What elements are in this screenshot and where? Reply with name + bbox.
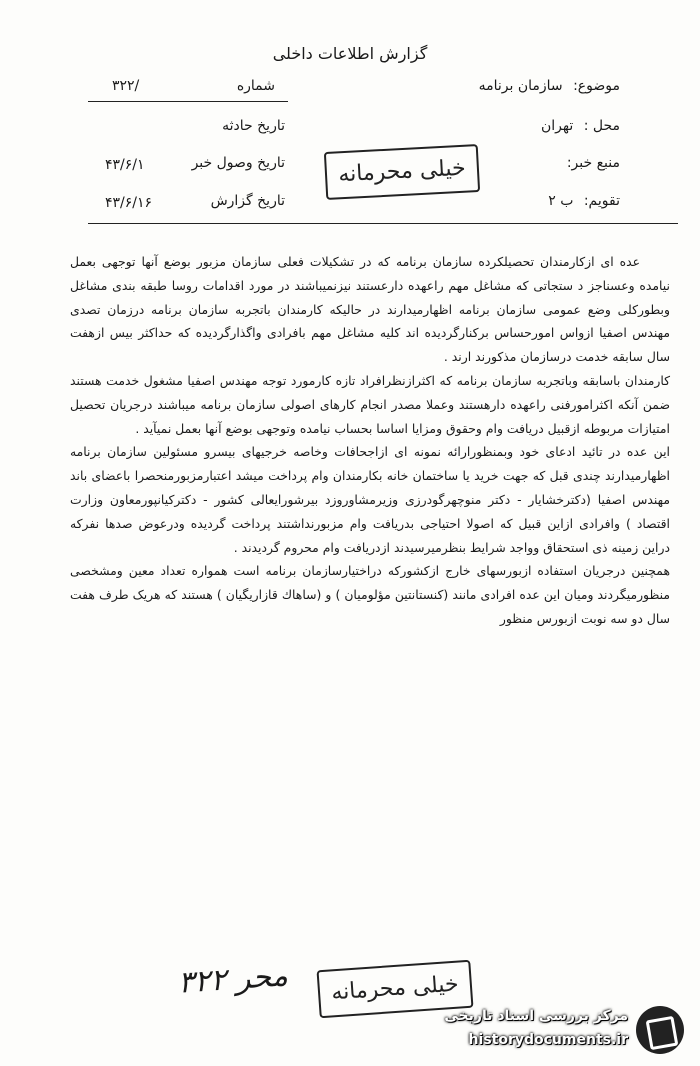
source-label: منبع خبر: (566, 155, 620, 171)
subject-row (479, 78, 620, 94)
evaluation-label: تقویم: (583, 193, 620, 209)
body-paragraph: این عده در تائید ادعای خود وبمنظورارائه نمونه ای ازاجحافات وخاصه خرجیهای بیسرو مسئولین سازمان برنامه اظهارمیدارند چندی قبل که جهت خرید یا ساختمان خانه بکارمندان وام پرداخت میشد اعتبارمزبورمنحصرا باعضای باند مهندس اصفیا (دکترخشایار - دکتر منوچهرگودرزی وزیرمشاوروزد بیرشورایعالی کشور - دکترکیانپورمعاون وزارت اقتصاد ) وافرادی ازاین قبیل که اصولا احتیاجی بدریافت وام مزبورنداشتند پرداخت گردیده ودرعوض صدها نفرکه دراین زمینه ذی استحقاق وواجد شرایط بنظرمیرسیدند ازدریافت وام محروم گردیدند . (70, 444, 670, 555)
subject-label: موضوع: (573, 78, 620, 94)
receipt-date-label: تاریخ وصول خبر (191, 155, 285, 171)
body-paragraph: کارمندان باسابقه وباتجربه سازمان برنامه که اکثرازنظرافراد تازه کارمورد توجه مهندس اصفیا مشغول خدمت هستند ضمن آنکه اکثرامورفنی راعهده دارهستند وعملا مصدر انجام کارهای اصولی سازمان برنامه میباشند درجریان تحصیل امتیازات مربوطه ازقبیل دریافت وام وحقوق ومزایا اساسا بحساب نیامده وتوجهی بوضع آنها بعمل نمیآید . (70, 372, 670, 436)
number-label: شماره (236, 78, 275, 94)
classification-stamp: خیلی محرمانه (324, 144, 480, 200)
report-date-label: تاریخ گزارش (210, 193, 285, 209)
number-underline (88, 101, 288, 102)
handwritten-number: محر ۳۲۲ (176, 958, 289, 1001)
evaluation-row (548, 193, 620, 209)
place-value: تهران (540, 118, 574, 134)
header-divider (88, 223, 678, 224)
body-paragraph: عده ای ازکارمندان تحصیلکرده سازمان برنامه که در تشکیلات فعلی سازمان مزبور بوضع آنها توجهی بعمل نیامده وعسناجز د ستجاتی که مشاغل مهم راعهده دارعستند نیزنمیباشند در مورد اقدامات روسا طبقه بندی مشاغل وبطورکلی وضع عمومی سازمان برنامه اظهارمیدارند در حالیکه کارمندان باتجربه سازمان برنامه درزمان تصدی مهندس اصفیا ازواس امورحساس برکنارگردیده اند کلیه مشاغل مهم بافرادی واگذارگردیده که حداکثر بیس ازهفت سال سابقه خدمت درسازمان مذکورند ارند . (70, 254, 670, 365)
place-label: محل : (583, 118, 620, 134)
evaluation-value: ب ۲ (548, 193, 574, 209)
archive-watermark (388, 1000, 688, 1060)
event-date-label: تاریخ حادثه (222, 118, 285, 134)
classification-stamp-bottom: خیلی محرمانه (317, 960, 474, 1019)
source-row (561, 155, 620, 171)
watermark-url: historydocuments.ir (468, 1032, 628, 1048)
subject-value: سازمان برنامه (478, 78, 563, 94)
receipt-date-value: ۴۳/۶/۱ (105, 157, 145, 173)
archive-logo-icon (636, 1006, 684, 1054)
document-title: گزارش اطلاعات داخلی (272, 44, 428, 63)
report-date-value: ۴۳/۶/۱۶ (105, 195, 153, 211)
watermark-name: مرکز بررسی اسناد تاریخی (444, 1008, 628, 1024)
number-value: ۳۲۲/ (112, 78, 140, 94)
body-paragraph: همچنین درجریان استفاده ازبورسهای خارج ازکشورکه دراختیارسازمان برنامه است همواره تعداد معین ومشخصی منظورمیگردند ومیان این عده افرادی مانند (کنستانتین مؤلومیان ) و (ساهاك قازاریگیان ) هستند که هریک طرف هفت سال دو سه نوبت ازبورس منظور (70, 563, 670, 626)
report-body (70, 250, 670, 631)
place-row (541, 118, 620, 134)
